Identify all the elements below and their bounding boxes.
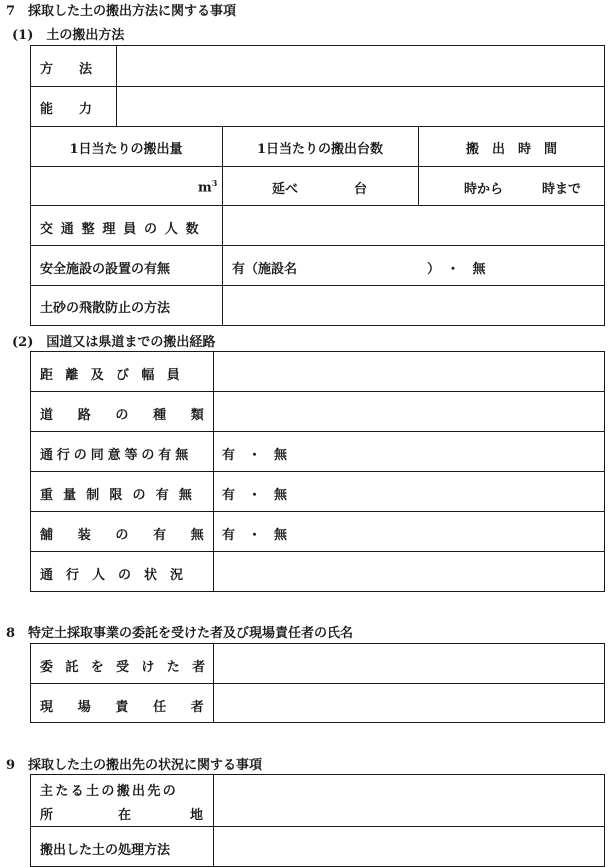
daily-vehicles-header: 1日当たりの搬出台数 bbox=[256, 142, 384, 157]
destination-label-2b: 在 bbox=[118, 808, 132, 823]
section-7-sub-1-heading: (1) 土の搬出方法 bbox=[12, 28, 125, 43]
section-8-heading: 8 特定土採取事業の委託を受けた者及び現場責任者の氏名 bbox=[6, 626, 354, 641]
method-label: 方 法 bbox=[40, 62, 93, 77]
capacity-label: 能 力 bbox=[40, 102, 93, 117]
road-type-field[interactable] bbox=[217, 396, 601, 428]
hours-to-label: 時まで bbox=[542, 182, 582, 197]
transport-hours-header: 搬 出 時 間 bbox=[465, 142, 557, 157]
paving-label: 舗装の有無 bbox=[40, 528, 229, 543]
site-manager-field[interactable] bbox=[217, 688, 601, 720]
contractor-field[interactable] bbox=[217, 648, 601, 680]
weight-limit-value[interactable]: 有 ・ 無 bbox=[222, 488, 288, 503]
traffic-staff-label: 交通整理員の人数 bbox=[40, 222, 207, 237]
dust-prevention-label: 土砂の飛散防止の方法 bbox=[40, 301, 171, 316]
daily-amount-header: 1日当たりの搬出量 bbox=[69, 142, 183, 157]
consent-label: 通行の同意等の有無 bbox=[40, 448, 193, 463]
destination-label-2a: 所 bbox=[40, 808, 54, 823]
hours-from-label: 時から bbox=[464, 182, 504, 197]
method-field[interactable] bbox=[120, 50, 600, 82]
pedestrian-field[interactable] bbox=[217, 556, 601, 588]
road-type-label: 道路の種類 bbox=[40, 408, 229, 423]
contractor-label: 委託を受けた者 bbox=[40, 660, 218, 675]
paving-value[interactable]: 有 ・ 無 bbox=[222, 528, 288, 543]
distance-width-field[interactable] bbox=[217, 356, 601, 388]
safety-facility-label: 安全施設の設置の有無 bbox=[40, 262, 171, 277]
safety-facility-value[interactable]: 有（施設名 ） ・ 無 bbox=[232, 262, 486, 277]
section-9-heading: 9 採取した土の搬出先の状況に関する事項 bbox=[6, 758, 263, 773]
vehicles-unit-label: 台 bbox=[354, 182, 368, 197]
pedestrian-label: 通行人の状況 bbox=[40, 568, 197, 583]
consent-value[interactable]: 有 ・ 無 bbox=[222, 448, 288, 463]
capacity-field[interactable] bbox=[120, 90, 600, 122]
section-7-heading: 7 採取した土の搬出方法に関する事項 bbox=[6, 4, 237, 19]
weight-limit-label: 重量制限の有無 bbox=[40, 488, 202, 503]
treatment-method-label: 搬出した土の処理方法 bbox=[40, 843, 171, 858]
treatment-method-field[interactable] bbox=[217, 830, 601, 862]
traffic-staff-field[interactable] bbox=[226, 210, 600, 242]
section-7-sub-2-heading: (2) 国道又は県道までの搬出経路 bbox=[12, 335, 216, 350]
destination-label-2c: 地 bbox=[190, 808, 204, 823]
destination-field[interactable] bbox=[217, 779, 601, 823]
distance-width-label: 距離及び幅員 bbox=[40, 368, 193, 383]
site-manager-label: 現場責任者 bbox=[40, 700, 229, 715]
daily-amount-field[interactable] bbox=[34, 170, 214, 202]
dust-prevention-field[interactable] bbox=[226, 290, 600, 322]
destination-label-line1: 主たる土の搬出先の bbox=[40, 784, 179, 799]
vehicles-total-label: 延べ bbox=[272, 182, 299, 197]
cubic-meter-unit: $m^3$ bbox=[198, 178, 218, 196]
